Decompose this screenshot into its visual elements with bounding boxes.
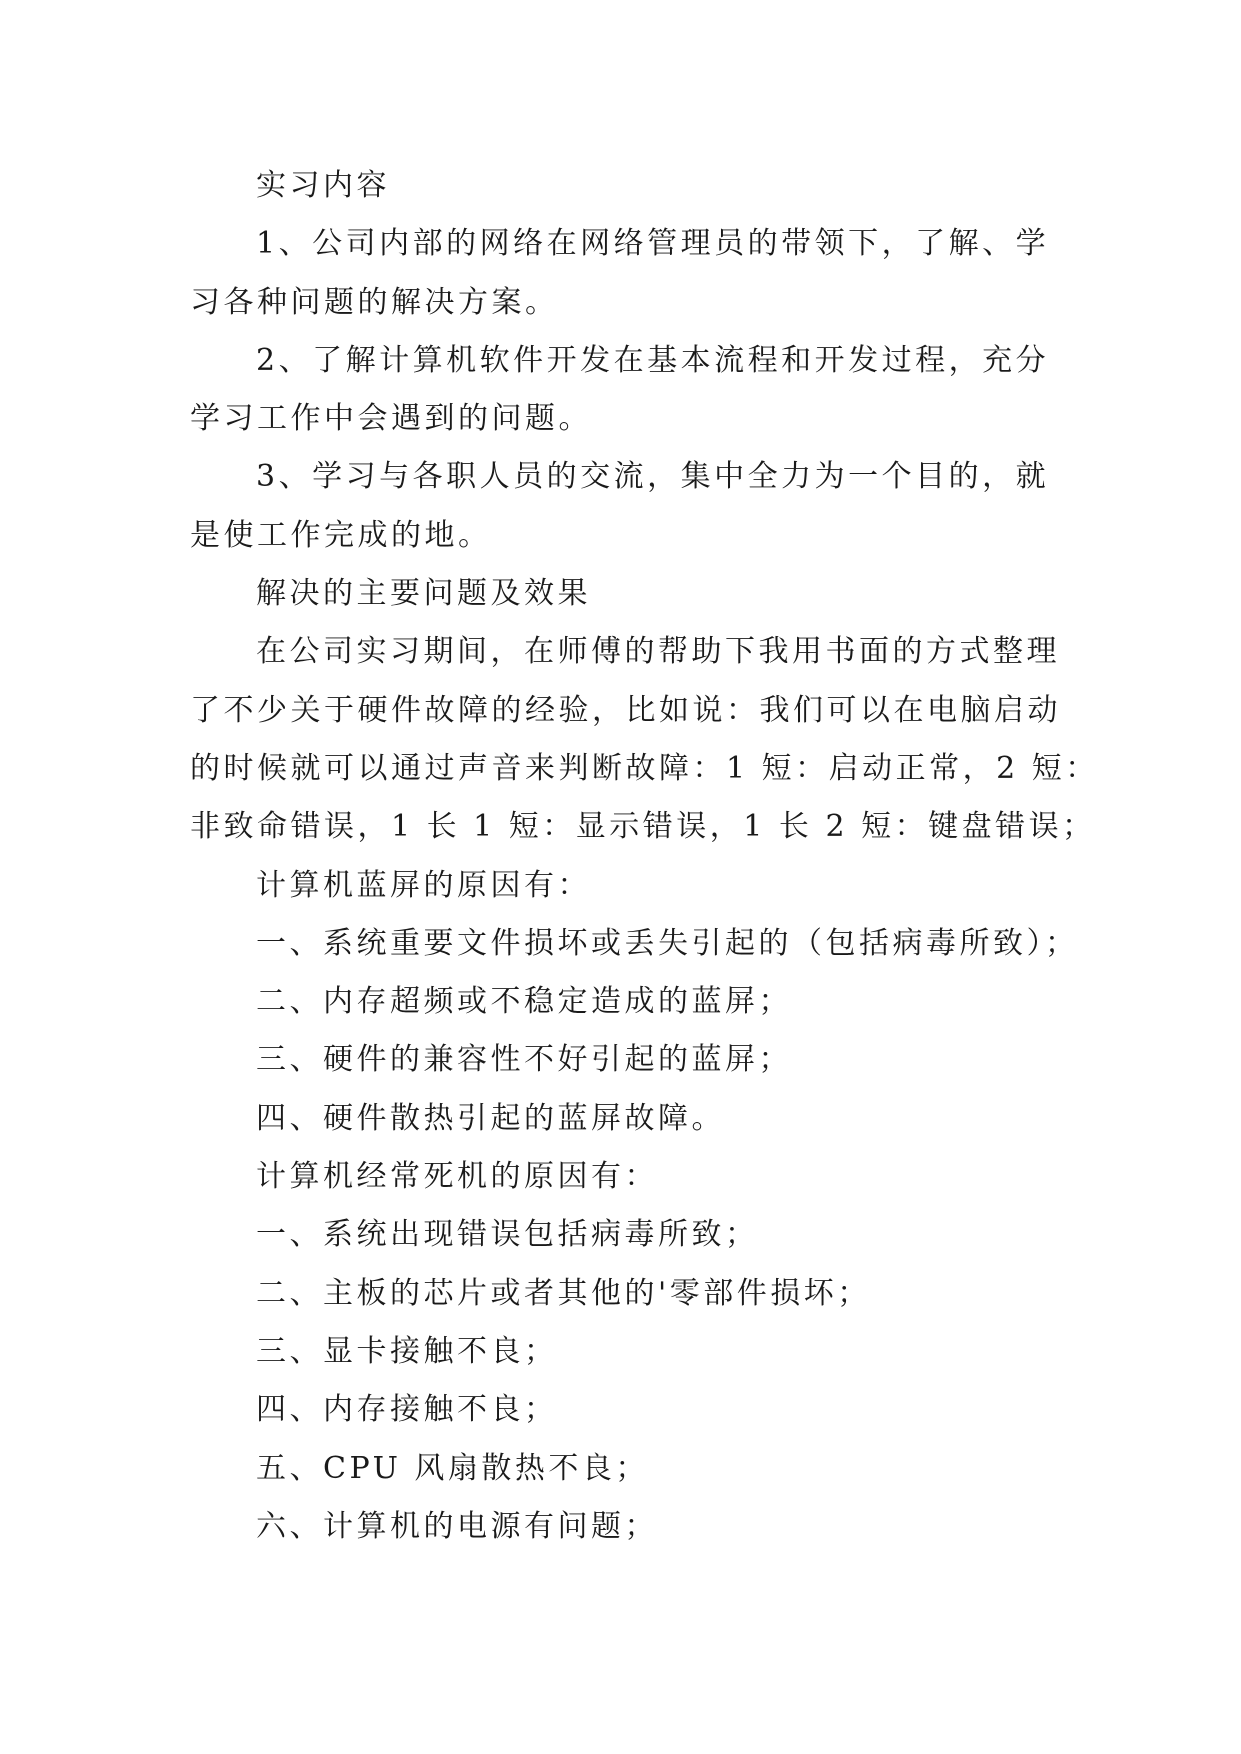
list-item: 五、CPU 风扇散热不良；	[256, 1450, 649, 1486]
list-item: 一、系统重要文件损坏或丢失引起的（包括病毒所致）；	[256, 925, 1079, 961]
list-item: 一、系统出现错误包括病毒所致；	[256, 1217, 759, 1253]
paragraph-line: 3、学习与各职人员的交流，集中全力为一个目的，就	[256, 459, 1050, 495]
list-heading-crash: 计算机经常死机的原因有：	[256, 1159, 658, 1195]
paragraph-line: 2、了解计算机软件开发在基本流程和开发过程，充分	[256, 342, 1050, 378]
paragraph-line: 学习工作中会遇到的问题。	[190, 401, 592, 437]
list-item: 二、主板的芯片或者其他的'零部件损坏；	[256, 1275, 871, 1311]
list-heading-blue-screen: 计算机蓝屏的原因有：	[256, 867, 591, 903]
paragraph-line: 习各种问题的解决方案。	[190, 284, 559, 320]
list-item: 六、计算机的电源有问题；	[256, 1508, 658, 1544]
paragraph-line: 非致命错误，1 长 1 短：显示错误，1 长 2 短：键盘错误；	[190, 809, 1096, 845]
section-heading-problems-solved: 解决的主要问题及效果	[256, 576, 591, 612]
list-item: 四、内存接触不良；	[256, 1392, 558, 1428]
section-heading-internship-content: 实习内容	[256, 168, 390, 203]
list-item: 三、显卡接触不良；	[256, 1333, 558, 1369]
paragraph-line: 在公司实习期间，在师傅的帮助下我用书面的方式整理	[256, 634, 1060, 670]
list-item: 二、内存超频或不稳定造成的蓝屏；	[256, 984, 792, 1020]
list-item: 三、硬件的兼容性不好引起的蓝屏；	[256, 1042, 792, 1078]
document-body	[190, 157, 1099, 1556]
paragraph-line: 1、公司内部的网络在网络管理员的带领下，了解、学	[256, 226, 1050, 262]
list-item: 四、硬件散热引起的蓝屏故障。	[256, 1100, 725, 1136]
paragraph-line: 是使工作完成的地。	[190, 517, 492, 553]
paragraph-line: 了不少关于硬件故障的经验，比如说：我们可以在电脑启动	[190, 692, 1061, 728]
paragraph-line: 的时候就可以通过声音来判断故障：1 短：启动正常，2 短：	[190, 750, 1099, 786]
